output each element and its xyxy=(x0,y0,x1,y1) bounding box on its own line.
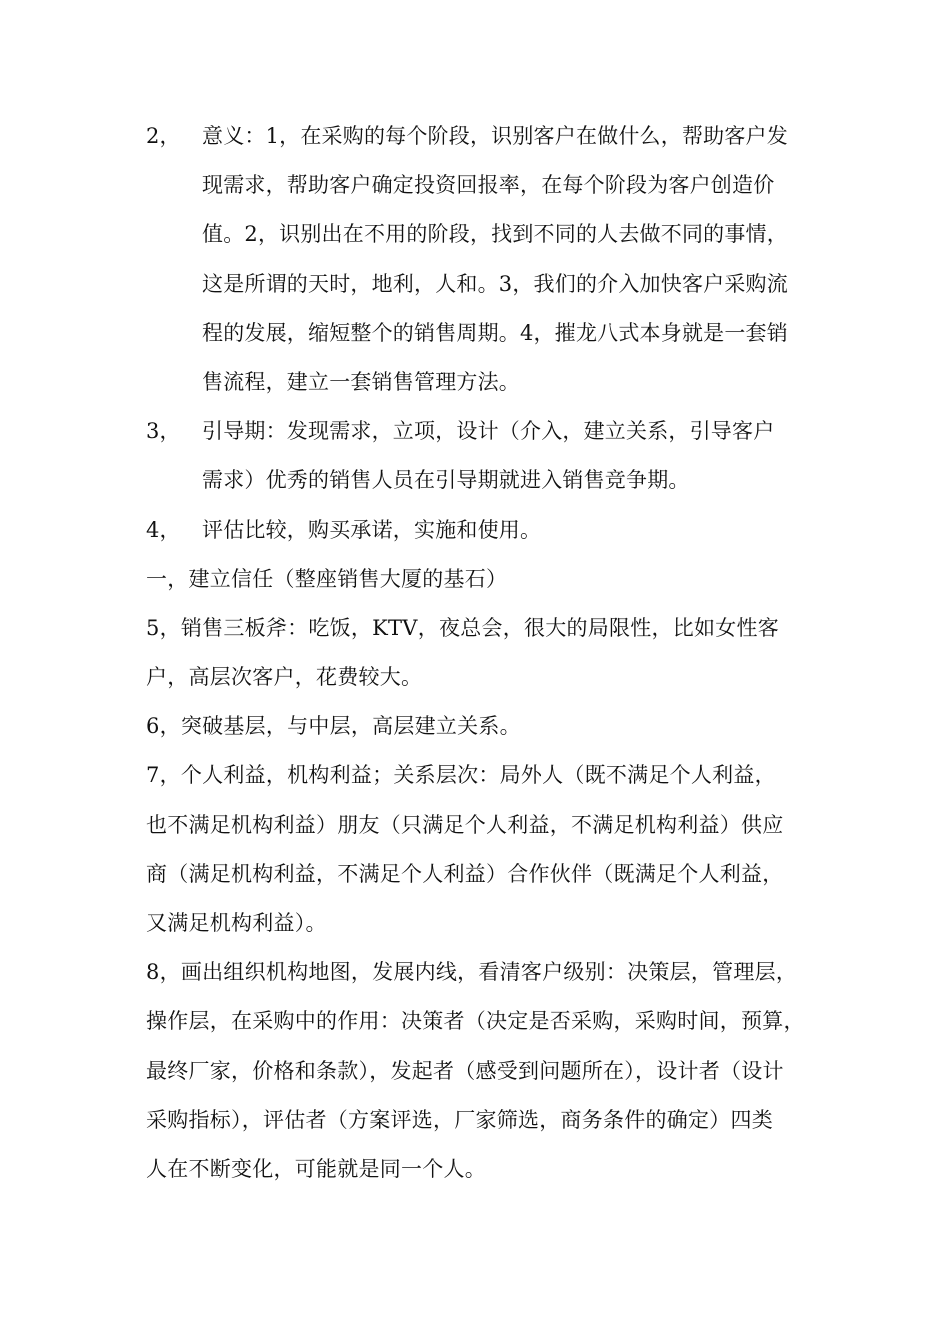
text-line: 售流程，建立一套销售管理方法。 xyxy=(202,369,520,394)
text-line: 需求）优秀的销售人员在引导期就进入销售竞争期。 xyxy=(202,468,690,493)
paragraph-8 xyxy=(146,948,810,1194)
text-line: 8，画出组织机构地图，发展内线，看清客户级别：决策层，管理层， xyxy=(146,960,798,985)
text-line: 6，突破基层，与中层，高层建立关系。 xyxy=(146,714,521,739)
text-line: 意义：1，在采购的每个阶段，识别客户在做什么，帮助客户发 xyxy=(202,124,788,148)
text-line: 值。2，识别出在不用的阶段，找到不同的人去做不同的事情， xyxy=(202,222,788,247)
paragraph-6 xyxy=(146,702,810,751)
numbered-item-4 xyxy=(146,506,810,555)
text-line: 户，高层次客户，花费较大。 xyxy=(146,665,423,690)
text-line: 也不满足机构利益）朋友（只满足个人利益，不满足机构利益）供应 xyxy=(146,812,784,837)
item-text xyxy=(202,407,810,505)
item-marker: 2， xyxy=(146,124,181,148)
text-line: 7，个人利益，机构利益；关系层次：局外人（既不满足个人利益， xyxy=(146,763,776,788)
text-line: 程的发展，缩短整个的销售周期。4，摧龙八式本身就是一套销 xyxy=(202,320,788,345)
item-text xyxy=(202,112,810,407)
text-line: 最终厂家，价格和条款），发起者（感受到问题所在），设计者（设计 xyxy=(146,1058,784,1083)
paragraph-section-heading xyxy=(146,555,810,604)
text-line: 引导期：发现需求，立项，设计（介入，建立关系，引导客户 xyxy=(202,419,775,444)
numbered-item-3 xyxy=(146,407,810,505)
numbered-item-2 xyxy=(146,112,810,407)
document-body xyxy=(146,112,810,1194)
text-line: 采购指标），评估者（方案评选，厂家筛选，商务条件的确定）四类 xyxy=(146,1107,773,1132)
text-line: 这是所谓的天时，地利，人和。3，我们的介入加快客户采购流 xyxy=(202,271,788,296)
paragraph-5 xyxy=(146,604,810,702)
text-line: 一，建立信任（整座销售大厦的基石） xyxy=(146,566,508,591)
item-marker: 4， xyxy=(146,517,181,542)
text-line: 评估比较，购买承诺，实施和使用。 xyxy=(202,517,542,542)
text-line: 现需求，帮助客户确定投资回报率，在每个阶段为客户创造价 xyxy=(202,173,775,198)
text-line: 人在不断变化，可能就是同一个人。 xyxy=(146,1156,486,1181)
text-line: 又满足机构利益）。 xyxy=(146,911,327,935)
item-text xyxy=(202,506,810,555)
paragraph-7 xyxy=(146,751,810,948)
text-line: 商（满足机构利益，不满足个人利益）合作伙伴（既满足个人利益， xyxy=(146,861,784,886)
item-marker: 3， xyxy=(146,419,181,444)
text-line: 5，销售三板斧：吃饭，KTV，夜总会，很大的局限性，比如女性客 xyxy=(146,615,779,640)
text-line: 操作层，在采购中的作用：决策者（决定是否采购，采购时间，预算， xyxy=(146,1009,805,1034)
